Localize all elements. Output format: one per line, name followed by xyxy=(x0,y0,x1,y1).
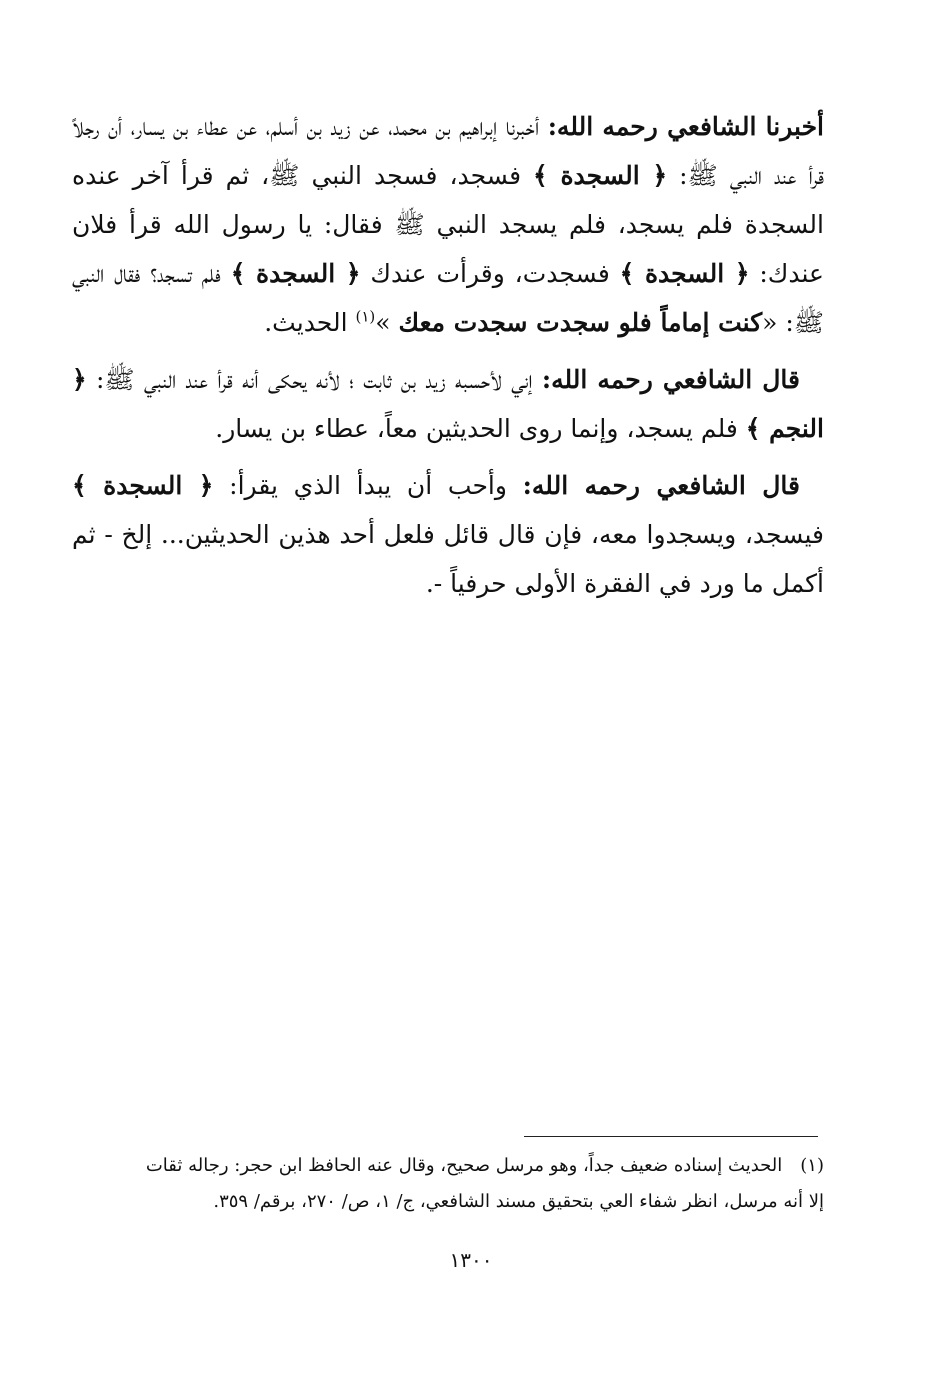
quran-reference: ﴿ السجدة ﴾ xyxy=(533,161,668,190)
footnote-1 xyxy=(72,1148,824,1220)
quran-reference: ﴿ النجم ﴾ xyxy=(72,365,824,443)
footnote-reference[interactable]: (١) xyxy=(355,307,376,326)
hadith-quote: كنت إماماً فلو سجدت سجدت معك xyxy=(398,308,763,337)
paragraph-2-text-2: فلم يسجد، وإنما روى الحديثين معاً، عطاء بن يسار. xyxy=(215,414,746,443)
main-text xyxy=(72,102,824,616)
paragraph-3-text-1: وأحب أن يبدأ الذي يقرأ: xyxy=(213,471,523,500)
quran-reference: ﴿ السجدة ﴾ xyxy=(72,471,214,500)
paragraph-1-text-5: » xyxy=(375,308,399,337)
paragraph-1-text-1: أخبرنا إبراهيم بن محمد، عن زيد بن أسلم، عن عطاء بن يسار، أن رجلاً قرأ عند النبي ﷺ: xyxy=(72,112,824,190)
paragraph-1-text-4: فلم تسجد؟ فقال النبي ﷺ: « xyxy=(72,259,824,337)
paragraph-3-text-2: فيسجد، ويسجدوا معه، فإن قال قائل فلعل أحد هذين الحديثين... إلخ - ثم أكمل ما ورد في الفقرة الأولى حرفياً -. xyxy=(72,520,824,598)
paragraph-2-text-1: إني لأحسبه زيد بن ثابت ؛ لأنه يحكى أنه قرأ عند النبي ﷺ: xyxy=(86,365,542,394)
paragraph-1-text-3: فسجدت، وقرأت عندك xyxy=(360,259,620,288)
paragraph-1-lead: أخبرنا الشافعي رحمه الله: xyxy=(547,112,824,141)
paragraph-1 xyxy=(72,102,824,347)
page-number: ١٣٠٠ xyxy=(449,1248,493,1272)
paragraph-3 xyxy=(72,461,824,608)
footnote-line-1: الحديث إسناده ضعيف جداً، وهو مرسل صحيح، وقال عنه الحافظ ابن حجر: رجاله ثقات xyxy=(145,1155,783,1176)
footnote-divider xyxy=(524,1136,818,1137)
quran-reference: ﴿ السجدة ﴾ xyxy=(230,259,361,288)
paragraph-2 xyxy=(72,355,824,453)
paragraph-1-text-6: الحديث. xyxy=(264,308,356,337)
paragraph-3-lead: قال الشافعي رحمه الله: xyxy=(522,471,800,500)
paragraph-1-text-2: فسجد، فسجد النبي ﷺ، ثم قرأ آخر عنده السجدة فلم يسجد، فلم يسجد النبي ﷺ فقال: يا رسول الله قرأ فلان عندك: xyxy=(72,161,824,288)
footnote-line-2: إلا أنه مرسل، انظر شفاء العي بتحقيق مسند الشافعي، ج/ ١، ص/ ٢٧٠، برقم/ ٣٥٩. xyxy=(213,1191,824,1212)
footnote-marker: (١) xyxy=(800,1155,824,1176)
quran-reference: ﴿ السجدة ﴾ xyxy=(619,259,750,288)
footnotes xyxy=(72,1148,824,1220)
paragraph-2-lead: قال الشافعي رحمه الله: xyxy=(541,365,800,394)
